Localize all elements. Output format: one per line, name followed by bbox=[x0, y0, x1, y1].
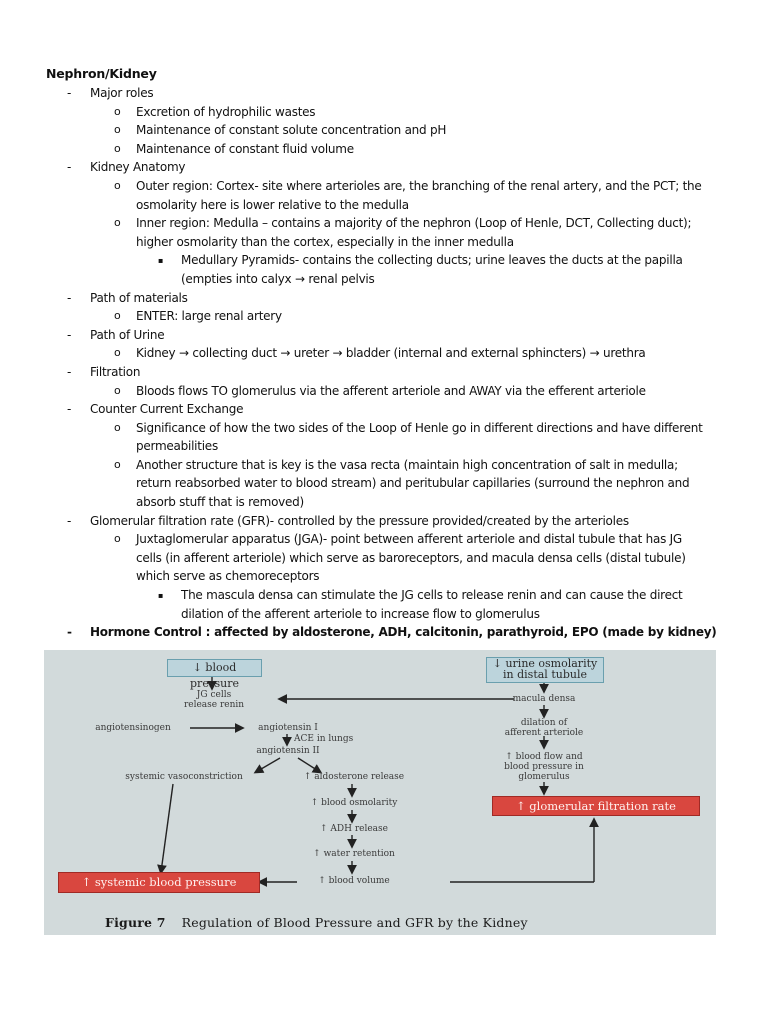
blood-flow-node bbox=[494, 752, 594, 782]
outline-item-level-2 bbox=[0, 140, 768, 159]
outline-item-level-2 bbox=[0, 530, 768, 586]
outline-item-level-3 bbox=[0, 586, 768, 623]
urine-osmolarity-line-1: ↓ urine osmolarity bbox=[492, 657, 598, 670]
jg-cells-line-2: release renin bbox=[183, 700, 245, 710]
figure-caption bbox=[105, 915, 528, 930]
outline-item-level-1 bbox=[0, 512, 768, 531]
notes-outline bbox=[0, 84, 768, 642]
outline-item-text: Another structure that is key is the vasa recta (maintain high concentration of salt in medulla; return reabsorbed water to blood stream) and peritubular capillaries (surround the nephron and absorb stuff that is removed) bbox=[136, 457, 690, 510]
vasoconstriction-node: systemic vasoconstriction bbox=[125, 772, 243, 782]
gfr-box: ↑ glomerular filtration rate bbox=[492, 796, 700, 816]
outline-item-level-1 bbox=[0, 158, 768, 177]
dilation-line-2: afferent arteriole bbox=[504, 728, 584, 738]
urine-osmolarity-line-2: in distal tubule bbox=[503, 668, 587, 681]
dilation-line-1: dilation of bbox=[520, 718, 568, 728]
blood-flow-line-2: blood pressure in bbox=[504, 762, 584, 772]
outline-item-text: Kidney Anatomy bbox=[90, 160, 186, 175]
outline-item-level-1 bbox=[0, 363, 768, 382]
macula-densa-node: macula densa bbox=[512, 694, 576, 704]
jg-cells-line-1: JG cells bbox=[196, 690, 232, 700]
outline-item-level-1 bbox=[0, 623, 768, 642]
arrow bbox=[256, 758, 280, 772]
circle-bullet-icon: o bbox=[114, 420, 121, 434]
outline-item-level-1 bbox=[0, 289, 768, 308]
outline-item-text: Hormone Control : affected by aldosterone, ADH, calcitonin, parathyroid, EPO (made by kidney) bbox=[90, 625, 717, 640]
outline-item-text: Kidney → collecting duct → ureter → bladder (internal and external sphincters) → urethra bbox=[136, 346, 646, 361]
figure-caption-text: Regulation of Blood Pressure and GFR by the Kidney bbox=[181, 915, 528, 930]
square-bullet-icon: ▪ bbox=[158, 591, 164, 601]
circle-bullet-icon: o bbox=[114, 178, 121, 192]
outline-item-text: Inner region: Medulla – contains a majority of the nephron (Loop of Henle, DCT, Collecting duct); higher osmolarity than the cortex, especially in the inner medulla bbox=[136, 216, 692, 249]
outline-item-text: Bloods flows TO glomerulus via the afferent arteriole and AWAY via the efferent arteriole bbox=[136, 383, 646, 398]
dash-bullet-icon: - bbox=[67, 290, 72, 305]
outline-item-text: Path of Urine bbox=[90, 327, 165, 342]
outline-item-text: Medullary Pyramids- contains the collecting ducts; urine leaves the ducts at the papilla (empties into calyx → renal pelvis bbox=[181, 253, 683, 286]
outline-item-text: Outer region: Cortex- site where arterioles are, the branching of the renal artery, and the PCT; the osmolarity here is lower relative to the medulla bbox=[136, 178, 702, 212]
outline-item-level-2 bbox=[0, 121, 768, 140]
outline-item-text: Major roles bbox=[90, 86, 154, 100]
dash-bullet-icon: - bbox=[67, 625, 72, 640]
outline-item-text: Maintenance of constant solute concentration and pH bbox=[136, 123, 447, 138]
outline-item-text: Glomerular filtration rate (GFR)- controlled by the pressure provided/created by the arterioles bbox=[90, 513, 629, 528]
outline-item-level-2 bbox=[0, 456, 768, 512]
outline-item-text: Juxtaglomerular apparatus (JGA)- point between afferent arteriole and distal tubule that has JG cells (in afferent arteriole) which serve as baroreceptors, and macula densa cells (distal tubule) which serve as chemoreceptors bbox=[136, 532, 686, 584]
outline-item-level-2 bbox=[0, 103, 768, 122]
outline-item-level-2 bbox=[0, 344, 768, 363]
circle-bullet-icon: o bbox=[114, 309, 121, 323]
arrow bbox=[298, 758, 320, 772]
outline-item-text: Excretion of hydrophilic wastes bbox=[136, 104, 316, 119]
outline-item-level-2 bbox=[0, 307, 768, 326]
outline-item-text: Significance of how the two sides of the Loop of Henle go in different directions and have different permeabilities bbox=[136, 420, 703, 454]
dash-bullet-icon: - bbox=[67, 402, 72, 417]
outline-item-level-2 bbox=[0, 214, 768, 251]
angiotensin-1-node: angiotensin I bbox=[258, 723, 318, 733]
ace-node: ACE in lungs bbox=[294, 734, 354, 744]
blood-flow-line-1: ↑ blood flow and bbox=[505, 752, 583, 762]
urine-osmolarity-box bbox=[486, 657, 604, 683]
circle-bullet-icon: o bbox=[114, 123, 121, 137]
circle-bullet-icon: o bbox=[114, 532, 121, 546]
outline-item-level-2 bbox=[0, 177, 768, 214]
square-bullet-icon: ▪ bbox=[158, 256, 164, 266]
angiotensin-2-node: angiotensin II bbox=[256, 746, 320, 756]
systemic-bp-box: ↑ systemic blood pressure bbox=[58, 872, 260, 893]
dilation-node bbox=[494, 718, 594, 738]
outline-item-level-3 bbox=[0, 251, 768, 288]
outline-item-text: The mascula densa can stimulate the JG cells to release renin and can cause the direct dilation of the afferent arteriole to increase flow to glomerulus bbox=[181, 588, 683, 621]
figure-number: Figure 7 bbox=[105, 915, 166, 930]
outline-item-text: Maintenance of constant fluid volume bbox=[136, 141, 354, 156]
arrow bbox=[161, 784, 173, 872]
dash-bullet-icon: - bbox=[67, 513, 72, 528]
outline-item-level-2 bbox=[0, 419, 768, 456]
circle-bullet-icon: o bbox=[114, 141, 121, 155]
page-title: Nephron/Kidney bbox=[46, 66, 157, 81]
outline-item-text: Counter Current Exchange bbox=[90, 402, 244, 417]
figure-regulation-diagram bbox=[44, 650, 716, 935]
blood-flow-line-3: glomerulus bbox=[518, 772, 570, 782]
circle-bullet-icon: o bbox=[114, 383, 121, 397]
outline-item-level-1 bbox=[0, 400, 768, 419]
circle-bullet-icon: o bbox=[114, 104, 121, 118]
water-retention-node: ↑ water retention bbox=[313, 849, 395, 859]
dash-bullet-icon: - bbox=[67, 327, 72, 342]
adh-node: ↑ ADH release bbox=[320, 824, 388, 834]
outline-item-level-1 bbox=[0, 84, 768, 103]
dash-bullet-icon: - bbox=[67, 86, 72, 100]
circle-bullet-icon: o bbox=[114, 346, 121, 360]
outline-item-text: Filtration bbox=[90, 364, 141, 379]
aldosterone-node: ↑ aldosterone release bbox=[303, 772, 405, 782]
dash-bullet-icon: - bbox=[67, 160, 72, 175]
jg-cells-node bbox=[174, 690, 254, 710]
outline-item-level-2 bbox=[0, 382, 768, 401]
outline-item-text: ENTER: large renal artery bbox=[136, 309, 282, 324]
angiotensinogen-node: angiotensinogen bbox=[95, 723, 171, 733]
blood-osmolarity-node: ↑ blood osmolarity bbox=[310, 798, 398, 808]
circle-bullet-icon: o bbox=[114, 216, 121, 230]
outline-item-text: Path of materials bbox=[90, 290, 188, 305]
dash-bullet-icon: - bbox=[67, 364, 72, 379]
circle-bullet-icon: o bbox=[114, 457, 121, 471]
blood-pressure-box: ↓ blood pressure bbox=[167, 659, 262, 677]
blood-volume-node: ↑ blood volume bbox=[318, 876, 390, 886]
outline-item-level-1 bbox=[0, 326, 768, 345]
